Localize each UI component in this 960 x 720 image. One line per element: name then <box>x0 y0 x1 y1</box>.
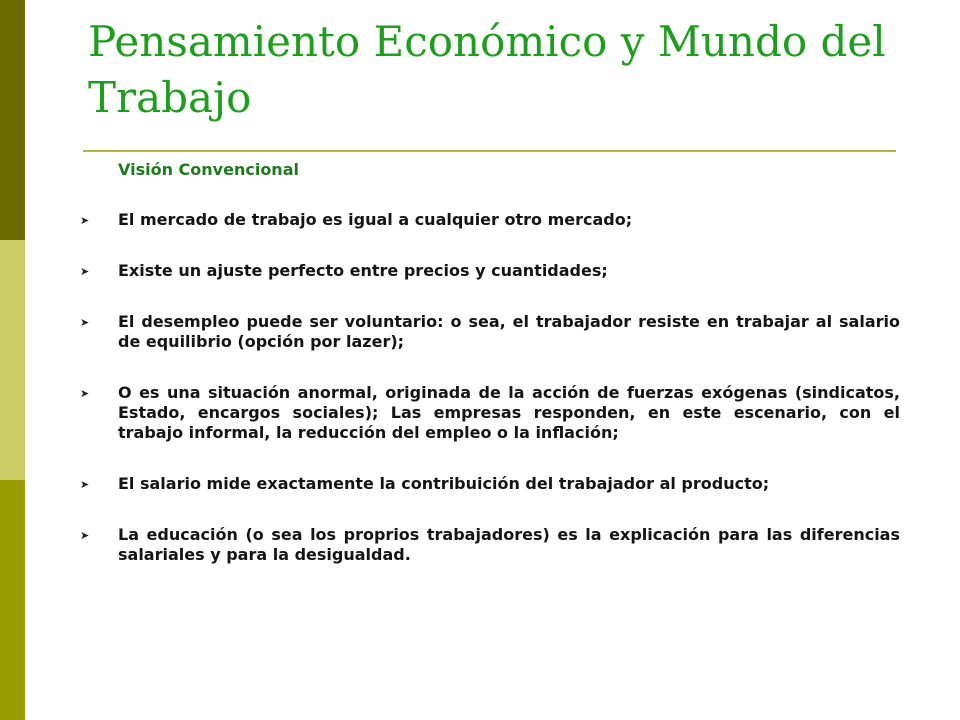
side-bar-top-segment <box>0 0 25 240</box>
bullet-text: O es una situación anormal, originada de la acción de fuerzas exógenas (sindicatos, Estado, encargos sociales); Las empresas responden, en este escenario, con el trabajo informal, la reducción del empleo o la inflación; <box>118 383 900 442</box>
slide-title: Pensamiento Económico y Mundo del Trabajo <box>88 17 886 122</box>
bullet-text: El desempleo puede ser voluntario: o sea, el trabajador resiste en trabajar al salario de equilibrio (opción por lazer); <box>118 312 900 351</box>
chevron-right-icon: ➤ <box>80 478 90 491</box>
bullet-item <box>80 474 900 494</box>
chevron-right-icon: ➤ <box>80 265 90 278</box>
bullet-text: El mercado de trabajo es igual a cualquier otro mercado; <box>118 210 633 229</box>
side-bar-bottom-segment <box>0 480 25 720</box>
bullet-item <box>80 210 900 230</box>
side-bar-middle-segment <box>0 240 25 480</box>
section-subheading: Visión Convencional <box>118 160 299 179</box>
bullet-text: Existe un ajuste perfecto entre precios y cuantidades; <box>118 261 608 280</box>
bullet-item <box>80 383 900 443</box>
chevron-right-icon: ➤ <box>80 316 90 329</box>
bullet-text: La educación (o sea los proprios trabajadores) es la explicación para las diferencias salariales y para la desigualdad. <box>118 525 900 564</box>
bullet-item <box>80 261 900 281</box>
chevron-right-icon: ➤ <box>80 214 90 227</box>
chevron-right-icon: ➤ <box>80 529 90 542</box>
bullet-item <box>80 312 900 352</box>
chevron-right-icon: ➤ <box>80 387 90 400</box>
bullet-list <box>80 210 900 596</box>
bullet-item <box>80 525 900 565</box>
title-divider <box>83 150 896 152</box>
bullet-text: El salario mide exactamente la contribuición del trabajador al producto; <box>118 474 770 493</box>
